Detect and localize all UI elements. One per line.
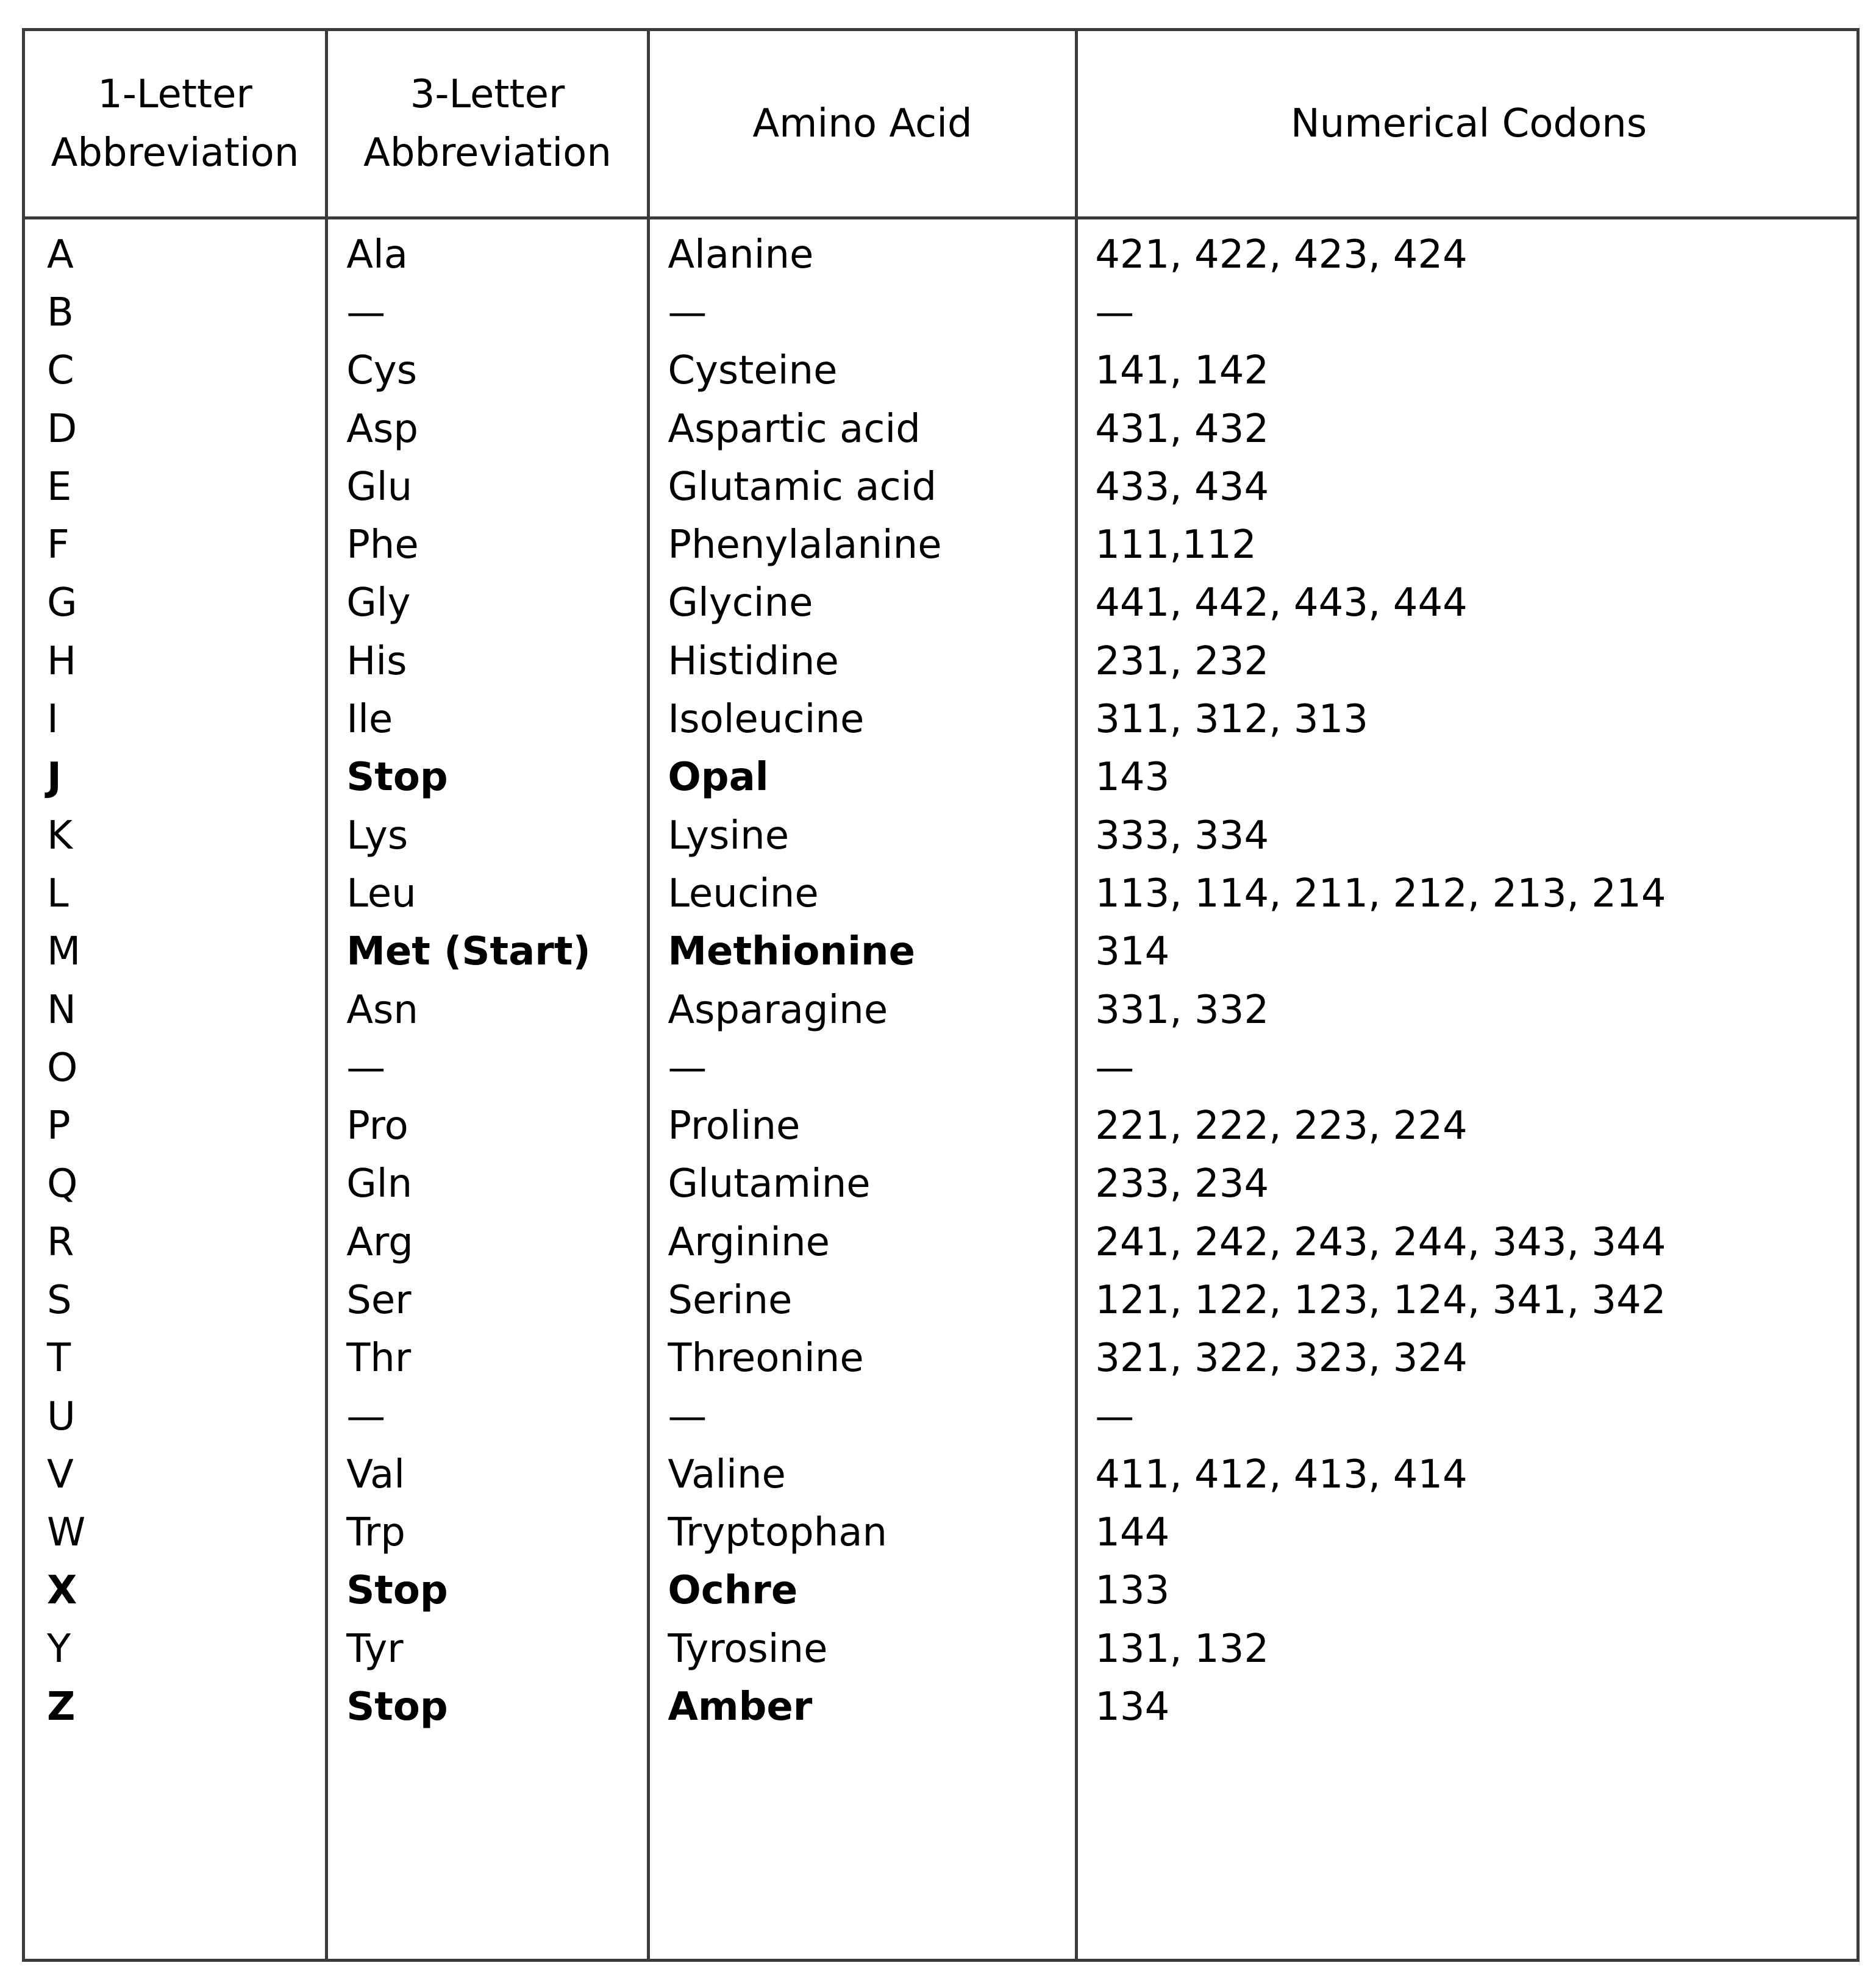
one-letter-cell: M <box>47 929 81 975</box>
three-letter-cell: Val <box>346 1452 405 1497</box>
table-row <box>25 342 1856 400</box>
table-row <box>25 516 1856 574</box>
codons-cell: 321, 322, 323, 324 <box>1095 1336 1468 1381</box>
one-letter-cell: D <box>47 406 77 452</box>
one-letter-cell: V <box>47 1452 74 1497</box>
three-letter-cell: — <box>346 1394 386 1439</box>
amino-acid-cell: Glycine <box>668 580 813 626</box>
three-letter-cell: Glu <box>346 464 413 510</box>
table-row <box>25 1445 1856 1503</box>
one-letter-cell: J <box>47 755 62 800</box>
one-letter-cell: Q <box>47 1161 78 1207</box>
table-row <box>25 690 1856 748</box>
table-row <box>25 1504 1856 1562</box>
amino-acid-cell: Asparagine <box>668 987 888 1033</box>
one-letter-cell: K <box>47 813 73 858</box>
header-one-letter-line1: 1-Letter <box>98 72 252 117</box>
one-letter-cell: B <box>47 290 74 335</box>
three-letter-cell: Phe <box>346 522 419 568</box>
amino-acid-cell: Isoleucine <box>668 697 865 743</box>
three-letter-cell: Gln <box>346 1161 413 1207</box>
one-letter-cell: L <box>47 871 69 916</box>
one-letter-cell: R <box>47 1219 74 1265</box>
amino-acid-cell: — <box>668 1045 707 1091</box>
codons-cell: 134 <box>1095 1684 1170 1730</box>
table-row <box>25 1271 1856 1329</box>
three-letter-cell: Tyr <box>346 1626 404 1672</box>
table-row <box>25 1155 1856 1213</box>
amino-acid-cell: Tyrosine <box>668 1626 828 1672</box>
codons-cell: 331, 332 <box>1095 987 1269 1033</box>
codons-cell: 421, 422, 423, 424 <box>1095 232 1468 277</box>
amino-acid-cell: Lysine <box>668 813 790 858</box>
codons-cell: 131, 132 <box>1095 1626 1269 1672</box>
three-letter-cell: Gly <box>346 580 411 626</box>
amino-acid-cell: Aspartic acid <box>668 406 921 452</box>
amino-acid-cell: Threonine <box>668 1336 864 1381</box>
amino-acid-cell: Glutamic acid <box>668 464 937 510</box>
table-row <box>25 574 1856 632</box>
three-letter-cell: Asn <box>346 987 418 1033</box>
codons-cell: 113, 114, 211, 212, 213, 214 <box>1095 871 1666 916</box>
header-three-letter-line1: 3-Letter <box>410 72 565 117</box>
codons-cell: 144 <box>1095 1510 1170 1556</box>
one-letter-cell: X <box>47 1568 77 1614</box>
codons-cell: 121, 122, 123, 124, 341, 342 <box>1095 1277 1666 1323</box>
table-row <box>25 1678 1856 1736</box>
amino-acid-cell: Ochre <box>668 1568 798 1614</box>
codons-cell: — <box>1095 1394 1135 1439</box>
amino-acid-cell: Proline <box>668 1103 801 1149</box>
codons-cell: 233, 234 <box>1095 1161 1269 1207</box>
codons-cell: 221, 222, 223, 224 <box>1095 1103 1468 1149</box>
codons-cell: 314 <box>1095 929 1170 975</box>
amino-acid-cell: Valine <box>668 1452 786 1497</box>
header-one-letter <box>25 31 325 216</box>
header-three-letter <box>328 31 647 216</box>
three-letter-cell: Lys <box>346 813 408 858</box>
one-letter-cell: G <box>47 580 77 626</box>
amino-acid-cell: Histidine <box>668 638 839 684</box>
three-letter-cell: Leu <box>346 871 416 916</box>
three-letter-cell: Stop <box>346 1684 448 1730</box>
header-three-letter-line2: Abbreviation <box>363 130 612 176</box>
three-letter-cell: Ile <box>346 697 393 743</box>
table-row <box>25 632 1856 690</box>
one-letter-cell: E <box>47 464 72 510</box>
one-letter-cell: Y <box>47 1626 71 1672</box>
amino-acid-cell: Arginine <box>668 1219 830 1265</box>
codons-cell: — <box>1095 1045 1135 1091</box>
one-letter-cell: S <box>47 1277 72 1323</box>
amino-acid-cell: Alanine <box>668 232 814 277</box>
amino-acid-cell: Phenylalanine <box>668 522 942 568</box>
one-letter-cell: N <box>47 987 76 1033</box>
table-row <box>25 283 1856 341</box>
three-letter-cell: Stop <box>346 1568 448 1614</box>
three-letter-cell: Asp <box>346 406 418 452</box>
codons-cell: 241, 242, 243, 244, 343, 344 <box>1095 1219 1666 1265</box>
one-letter-cell: F <box>47 522 70 568</box>
codons-cell: 311, 312, 313 <box>1095 697 1369 743</box>
three-letter-cell: — <box>346 1045 386 1091</box>
table-row <box>25 226 1856 283</box>
three-letter-cell: His <box>346 638 407 684</box>
table-row <box>25 1213 1856 1271</box>
three-letter-cell: Met (Start) <box>346 929 591 975</box>
amino-acid-cell: Cysteine <box>668 348 838 394</box>
three-letter-cell: Trp <box>346 1510 405 1556</box>
codons-cell: 441, 442, 443, 444 <box>1095 580 1468 626</box>
table-body <box>25 226 1856 1736</box>
table-row <box>25 923 1856 981</box>
table-row <box>25 1620 1856 1678</box>
amino-acid-cell: Amber <box>668 1684 813 1730</box>
amino-acid-cell: Serine <box>668 1277 793 1323</box>
three-letter-cell: Ser <box>346 1277 412 1323</box>
one-letter-cell: A <box>47 232 74 277</box>
codons-cell: 411, 412, 413, 414 <box>1095 1452 1468 1497</box>
codons-cell: 141, 142 <box>1095 348 1269 394</box>
table-row <box>25 458 1856 516</box>
header-numerical-codons-label: Numerical Codons <box>1290 101 1647 146</box>
table-row <box>25 1039 1856 1097</box>
table-row <box>25 400 1856 458</box>
one-letter-cell: T <box>47 1336 71 1381</box>
header-one-letter-line2: Abbreviation <box>51 130 299 176</box>
one-letter-cell: C <box>47 348 74 394</box>
one-letter-cell: O <box>47 1045 78 1091</box>
three-letter-cell: — <box>346 290 386 335</box>
amino-acid-cell: — <box>668 290 707 335</box>
amino-acid-cell: — <box>668 1394 707 1439</box>
table-row <box>25 1388 1856 1445</box>
three-letter-cell: Cys <box>346 348 418 394</box>
amino-acid-cell: Glutamine <box>668 1161 871 1207</box>
codons-cell: 431, 432 <box>1095 406 1269 452</box>
amino-acid-cell: Methionine <box>668 929 915 975</box>
amino-acid-table <box>22 28 1860 1962</box>
codons-cell: — <box>1095 290 1135 335</box>
amino-acid-cell: Leucine <box>668 871 819 916</box>
codons-cell: 433, 434 <box>1095 464 1269 510</box>
table-row <box>25 1097 1856 1155</box>
three-letter-cell: Thr <box>346 1336 412 1381</box>
table-row <box>25 981 1856 1039</box>
header-divider <box>25 216 1856 219</box>
table-row <box>25 1562 1856 1620</box>
header-numerical-codons <box>1078 31 1860 216</box>
three-letter-cell: Arg <box>346 1219 413 1265</box>
one-letter-cell: I <box>47 697 59 743</box>
amino-acid-cell: Opal <box>668 755 769 800</box>
three-letter-cell: Stop <box>346 755 448 800</box>
codons-cell: 143 <box>1095 755 1170 800</box>
header-amino-acid-label: Amino Acid <box>752 101 972 146</box>
one-letter-cell: P <box>47 1103 71 1149</box>
one-letter-cell: Z <box>47 1684 76 1730</box>
table-row <box>25 1330 1856 1388</box>
header-amino-acid <box>650 31 1075 216</box>
codons-cell: 133 <box>1095 1568 1170 1614</box>
one-letter-cell: H <box>47 638 77 684</box>
one-letter-cell: W <box>47 1510 86 1556</box>
codons-cell: 231, 232 <box>1095 638 1269 684</box>
amino-acid-cell: Tryptophan <box>668 1510 888 1556</box>
codons-cell: 333, 334 <box>1095 813 1269 858</box>
three-letter-cell: Ala <box>346 232 408 277</box>
table-row <box>25 864 1856 922</box>
table-row <box>25 749 1856 807</box>
table-row <box>25 807 1856 864</box>
one-letter-cell: U <box>47 1394 76 1439</box>
three-letter-cell: Pro <box>346 1103 408 1149</box>
codons-cell: 111,112 <box>1095 522 1257 568</box>
